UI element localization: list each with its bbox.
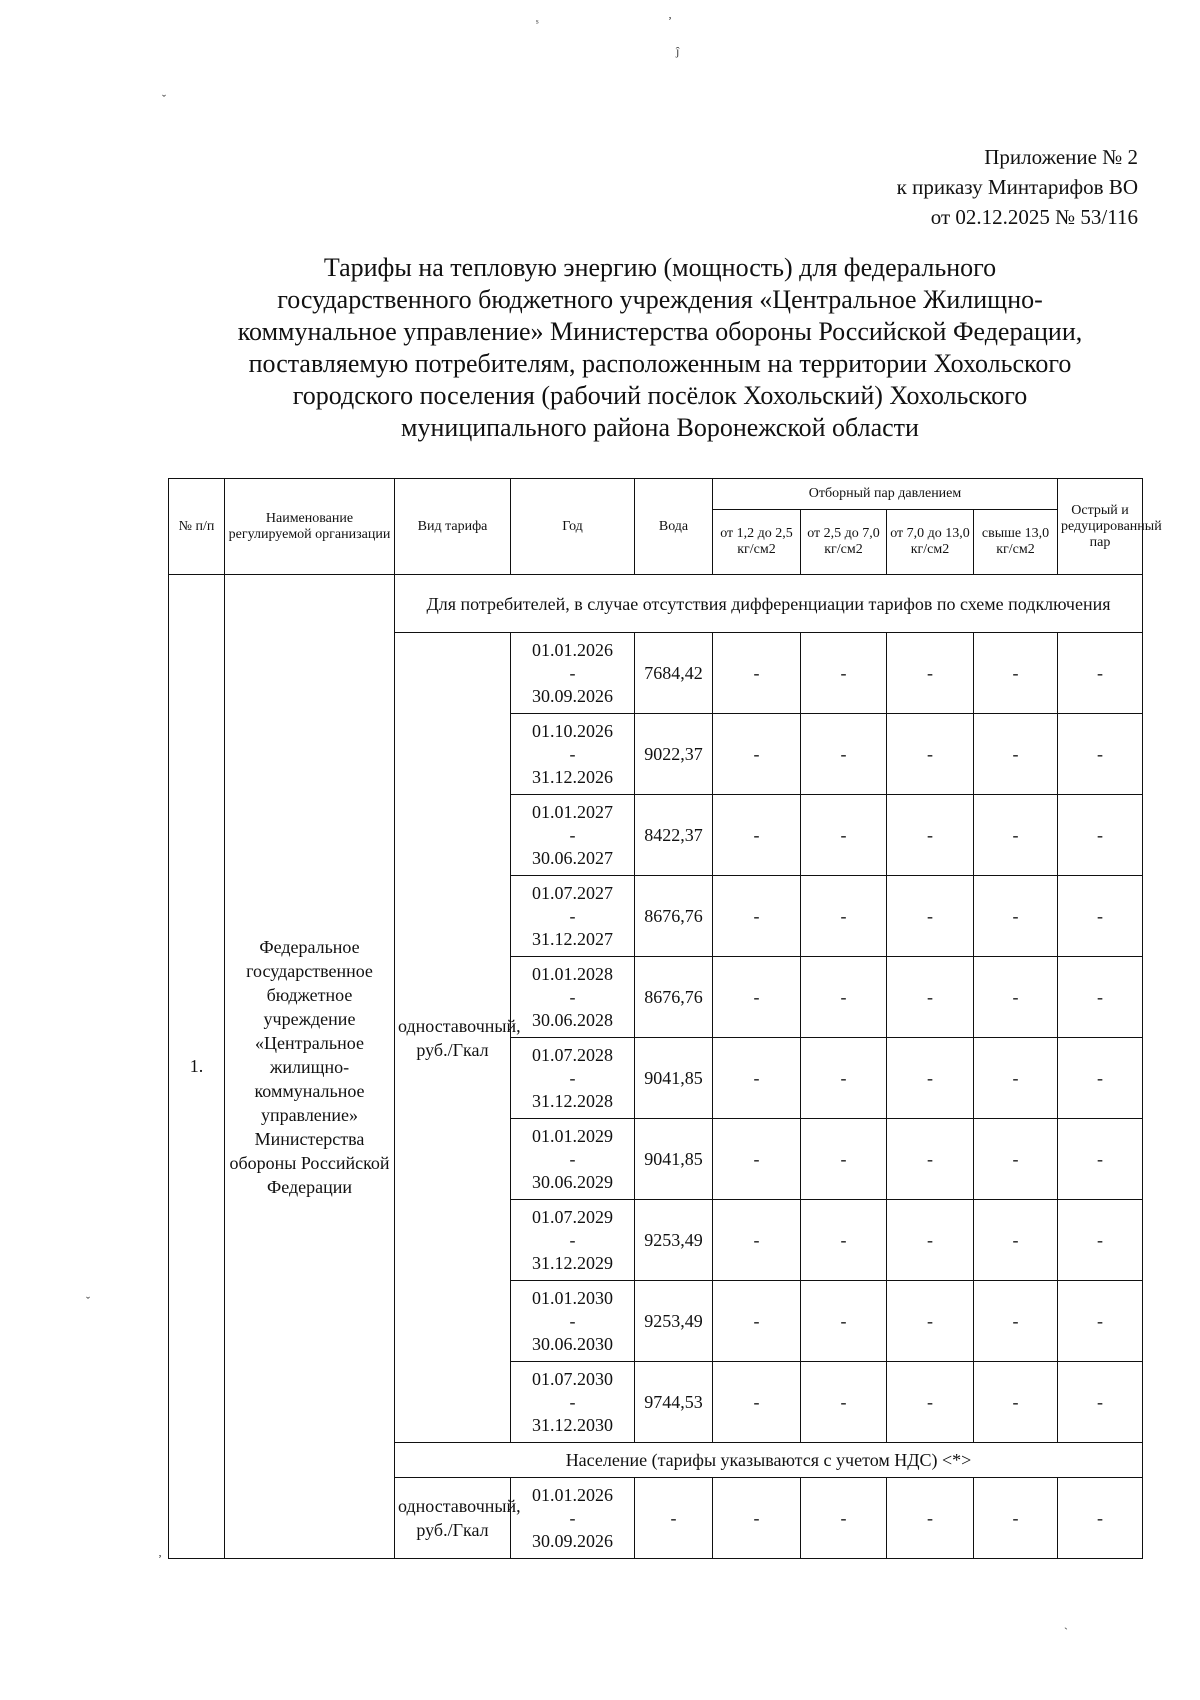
period-sep: - — [569, 1067, 576, 1088]
period-from: 01.10.2026 — [532, 720, 613, 741]
appendix-block — [897, 142, 1138, 232]
period-from: 01.07.2030 — [532, 1368, 613, 1389]
period-cell — [511, 795, 635, 876]
scan-speck: ˇ — [162, 92, 166, 106]
period-cell — [511, 957, 635, 1038]
period-to: 31.12.2027 — [532, 928, 613, 949]
water-value: 9041,85 — [635, 1119, 713, 1200]
water-value: - — [635, 1478, 713, 1559]
period-cell — [511, 1281, 635, 1362]
empty-value: - — [1058, 714, 1143, 795]
empty-value: - — [713, 876, 801, 957]
empty-value: - — [974, 1200, 1058, 1281]
empty-value: - — [1058, 1200, 1143, 1281]
header-steam-1: от 1,2 до 2,5 кг/см2 — [713, 510, 801, 575]
scan-speck: ʼ — [158, 1552, 162, 1566]
empty-value: - — [713, 1119, 801, 1200]
empty-value: - — [801, 1038, 887, 1119]
empty-value: - — [801, 1362, 887, 1443]
empty-value: - — [974, 1038, 1058, 1119]
scan-speck: ˇ — [86, 1294, 90, 1308]
period-sep: - — [569, 1391, 576, 1412]
period-cell — [511, 1119, 635, 1200]
empty-value: - — [887, 1478, 974, 1559]
empty-value: - — [887, 957, 974, 1038]
period-to: 31.12.2026 — [532, 766, 613, 787]
water-value: 9253,49 — [635, 1281, 713, 1362]
empty-value: - — [1058, 795, 1143, 876]
header-num: № п/п — [169, 479, 225, 575]
period-cell — [511, 1362, 635, 1443]
period-from: 01.07.2027 — [532, 882, 613, 903]
empty-value: - — [1058, 1281, 1143, 1362]
empty-value: - — [801, 1200, 887, 1281]
empty-value: - — [1058, 1478, 1143, 1559]
empty-value: - — [887, 633, 974, 714]
period-cell — [511, 633, 635, 714]
header-steam-4: свыше 13,0 кг/см2 — [974, 510, 1058, 575]
empty-value: - — [801, 1119, 887, 1200]
scan-speck: ĵ — [676, 44, 680, 58]
period-to: 31.12.2028 — [532, 1090, 613, 1111]
appendix-line: к приказу Минтарифов ВО — [896, 175, 1138, 199]
period-to: 30.09.2026 — [532, 1530, 613, 1551]
water-value: 8676,76 — [635, 957, 713, 1038]
period-to: 30.09.2026 — [532, 685, 613, 706]
header-kind: Вид тарифа — [395, 479, 511, 575]
empty-value: - — [1058, 1362, 1143, 1443]
period-to: 31.12.2029 — [532, 1252, 613, 1273]
organization-name: Федеральное государственное бюджетное учреждение «Центральное жилищно-коммунальное управление» Министерства обороны Российской Федерации — [225, 575, 395, 1559]
header-year: Год — [511, 479, 635, 575]
empty-value: - — [974, 795, 1058, 876]
period-to: 30.06.2027 — [532, 847, 613, 868]
section-heading: Население (тарифы указываются с учетом НДС) <*> — [395, 1443, 1143, 1478]
water-value: 9022,37 — [635, 714, 713, 795]
empty-value: - — [974, 633, 1058, 714]
empty-value: - — [1058, 1038, 1143, 1119]
empty-value: - — [801, 876, 887, 957]
period-cell — [511, 876, 635, 957]
header-steam-2: от 2,5 до 7,0 кг/см2 — [801, 510, 887, 575]
tariff-table — [168, 478, 1162, 1559]
header-sharp-steam: Острый и редуцированный пар — [1058, 479, 1143, 575]
appendix-line: от 02.12.2025 № 53/116 — [930, 205, 1138, 229]
empty-value: - — [713, 1200, 801, 1281]
empty-value: - — [801, 1281, 887, 1362]
water-value: 7684,42 — [635, 633, 713, 714]
period-to: 30.06.2028 — [532, 1009, 613, 1030]
water-value: 8422,37 — [635, 795, 713, 876]
empty-value: - — [1058, 1119, 1143, 1200]
period-sep: - — [569, 905, 576, 926]
empty-value: - — [713, 957, 801, 1038]
section-heading: Для потребителей, в случае отсутствия дифференциации тарифов по схеме подключения — [395, 575, 1143, 633]
empty-value: - — [887, 1119, 974, 1200]
empty-value: - — [974, 957, 1058, 1038]
period-cell — [511, 1200, 635, 1281]
empty-value: - — [974, 714, 1058, 795]
water-value: 9041,85 — [635, 1038, 713, 1119]
empty-value: - — [801, 633, 887, 714]
empty-value: - — [974, 1362, 1058, 1443]
period-cell — [511, 714, 635, 795]
empty-value: - — [801, 714, 887, 795]
period-from: 01.01.2026 — [532, 639, 613, 660]
period-cell — [511, 1478, 635, 1559]
period-sep: - — [569, 662, 576, 683]
empty-value: - — [887, 1038, 974, 1119]
period-from: 01.07.2028 — [532, 1044, 613, 1065]
empty-value: - — [713, 1362, 801, 1443]
period-to: 30.06.2030 — [532, 1333, 613, 1354]
empty-value: - — [887, 1200, 974, 1281]
water-value: 9253,49 — [635, 1200, 713, 1281]
empty-value: - — [887, 1281, 974, 1362]
empty-value: - — [713, 1478, 801, 1559]
title-line: Тарифы на тепловую энергию (мощность) для федерального — [323, 253, 997, 282]
scan-speck: ˎ — [1064, 1616, 1068, 1630]
empty-value: - — [1058, 876, 1143, 957]
empty-value: - — [1058, 633, 1143, 714]
title-line: городского поселения (рабочий посёлок Хохольский) Хохольского — [292, 381, 1028, 410]
tariff-kind: одноставочный, руб./Гкал — [395, 633, 511, 1443]
appendix-line: Приложение № 2 — [984, 145, 1138, 169]
empty-value: - — [801, 957, 887, 1038]
empty-value: - — [887, 714, 974, 795]
period-cell — [511, 1038, 635, 1119]
row-number: 1. — [169, 575, 225, 1559]
period-sep: - — [569, 1148, 576, 1169]
empty-value: - — [713, 1038, 801, 1119]
period-to: 31.12.2030 — [532, 1414, 613, 1435]
document-title — [190, 252, 1130, 444]
tariff-kind: одноставочный, руб./Гкал — [395, 1478, 511, 1559]
empty-value: - — [713, 714, 801, 795]
empty-value: - — [713, 1281, 801, 1362]
title-line: поставляемую потребителям, расположенным на территории Хохольского — [248, 349, 1072, 378]
empty-value: - — [887, 876, 974, 957]
header-steam-group: Отборный пар давлением — [713, 479, 1058, 510]
scan-speck: ˢ — [536, 16, 539, 30]
period-sep: - — [569, 743, 576, 764]
water-value: 8676,76 — [635, 876, 713, 957]
period-sep: - — [569, 1310, 576, 1331]
empty-value: - — [713, 795, 801, 876]
empty-value: - — [887, 1362, 974, 1443]
period-from: 01.01.2029 — [532, 1125, 613, 1146]
title-line: муниципального района Воронежской области — [401, 413, 919, 442]
period-sep: - — [569, 824, 576, 845]
period-from: 01.01.2030 — [532, 1287, 613, 1308]
header-steam-3: от 7,0 до 13,0 кг/см2 — [887, 510, 974, 575]
water-value: 9744,53 — [635, 1362, 713, 1443]
empty-value: - — [974, 876, 1058, 957]
empty-value: - — [801, 1478, 887, 1559]
empty-value: - — [887, 795, 974, 876]
period-sep: - — [569, 1507, 576, 1528]
period-to: 30.06.2029 — [532, 1171, 613, 1192]
period-from: 01.07.2029 — [532, 1206, 613, 1227]
title-line: коммунальное управление» Министерства обороны Российской Федерации, — [237, 317, 1083, 346]
empty-value: - — [713, 633, 801, 714]
empty-value: - — [974, 1119, 1058, 1200]
scan-speck: ʼ — [668, 14, 672, 28]
empty-value: - — [1058, 957, 1143, 1038]
period-from: 01.01.2027 — [532, 801, 613, 822]
header-org: Наименование регулируемой организации — [225, 479, 395, 575]
empty-value: - — [801, 795, 887, 876]
empty-value: - — [974, 1478, 1058, 1559]
period-from: 01.01.2026 — [532, 1484, 613, 1505]
period-from: 01.01.2028 — [532, 963, 613, 984]
empty-value: - — [974, 1281, 1058, 1362]
title-line: государственного бюджетного учреждения «Центральное Жилищно- — [277, 285, 1043, 314]
period-sep: - — [569, 1229, 576, 1250]
period-sep: - — [569, 986, 576, 1007]
header-water: Вода — [635, 479, 713, 575]
